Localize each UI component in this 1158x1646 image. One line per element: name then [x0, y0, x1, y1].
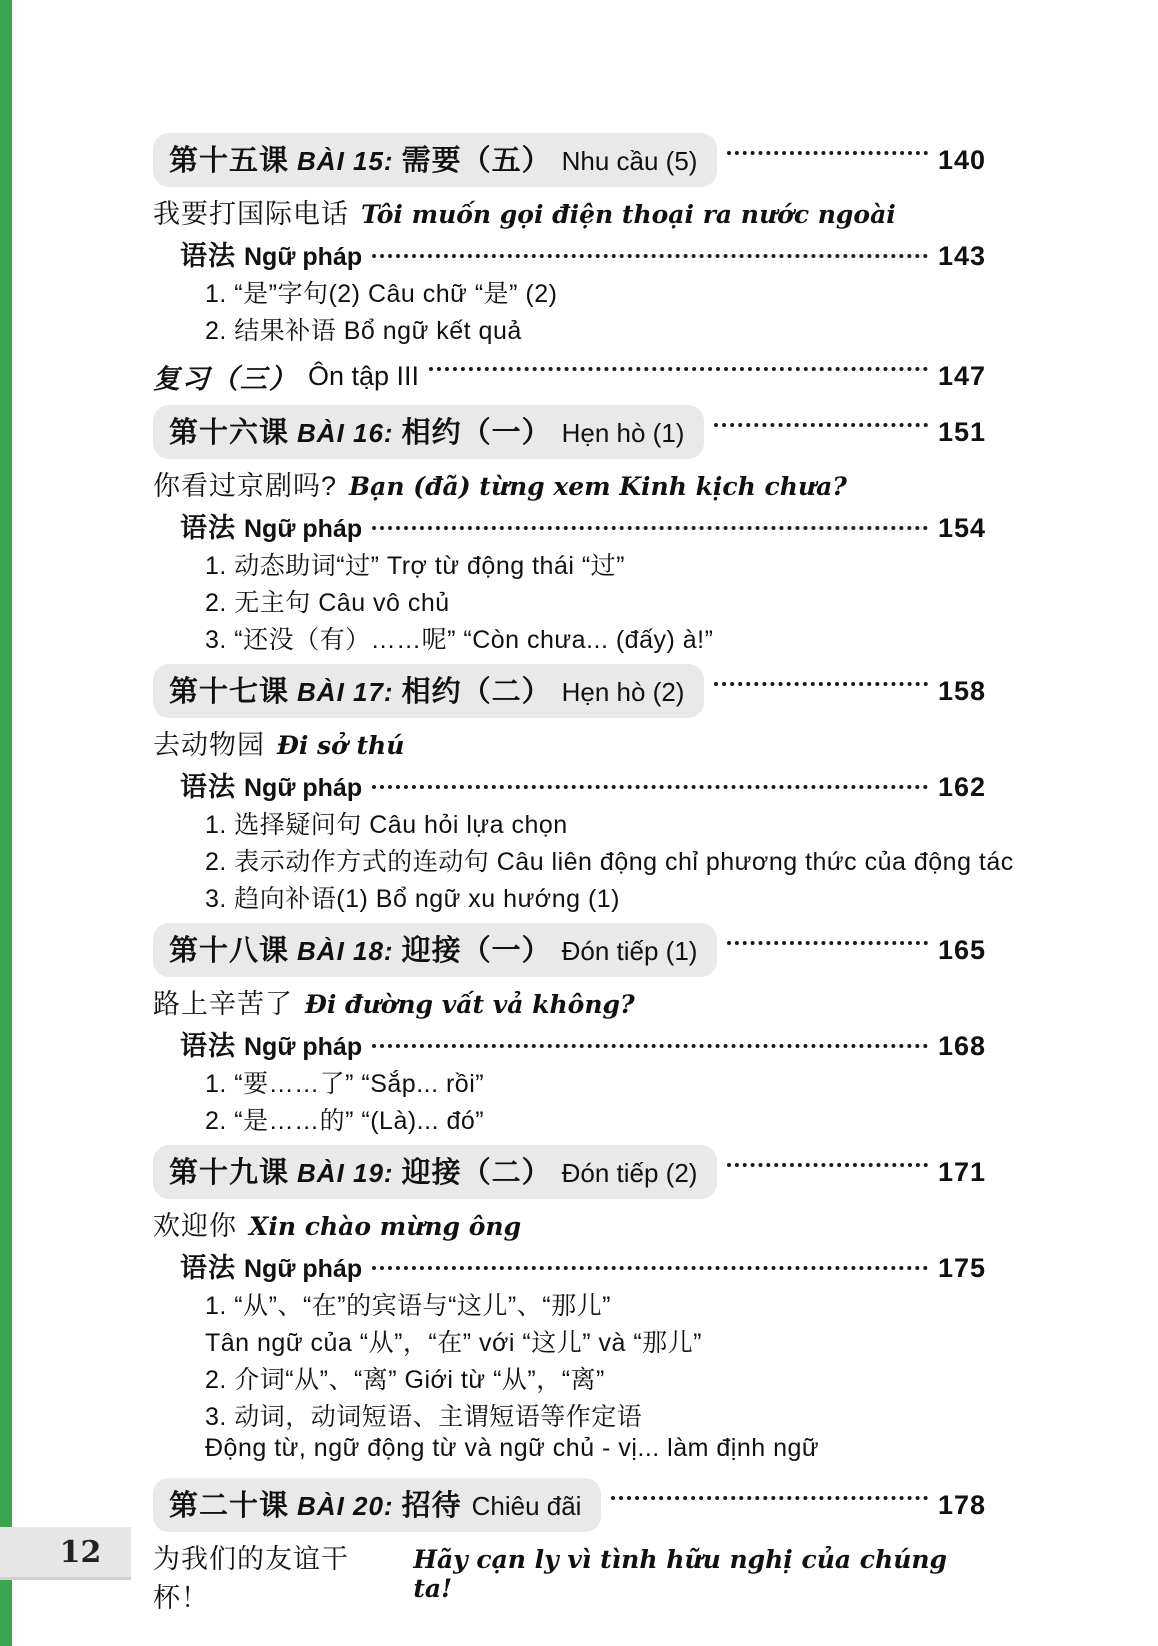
lesson-number-zh: 第十六课 — [169, 417, 290, 449]
page-number: 147 — [937, 360, 986, 391]
page-number: 162 — [937, 772, 986, 802]
lesson-number-vi: BÀI 18: — [297, 936, 394, 966]
lesson-topic-vi: Chiêu đãi — [471, 1491, 582, 1521]
toc-item-text: 3. “还没（有）……呢” “Còn chưa... (đấy) à!” — [205, 626, 714, 654]
toc-item-text: 2. “是……的” “(Là)... đó” — [205, 1107, 485, 1135]
toc-row-lesson — [153, 1481, 986, 1529]
page-number: 175 — [937, 1253, 986, 1283]
review-title-vi: Ôn tập III — [308, 360, 420, 391]
lesson-topic-zh: 需要（五） — [401, 145, 552, 177]
grammar-label-zh: 语法 — [180, 1031, 236, 1061]
toc-row-subtitle — [153, 464, 986, 506]
lesson-pill — [153, 1145, 717, 1199]
toc-row-item — [153, 620, 986, 657]
toc-row-lesson — [153, 667, 986, 715]
dot-leader — [714, 423, 927, 427]
dot-leader — [727, 1163, 927, 1167]
lesson-subtitle-zh: 我要打国际电话 — [153, 199, 349, 229]
grammar-label-vi: Ngữ pháp — [244, 1255, 363, 1283]
lesson-subtitle-vi: Xin chào mừng ông — [249, 1212, 522, 1241]
page-number: 168 — [937, 1031, 986, 1061]
page-number: 154 — [937, 513, 986, 543]
toc-row-subtitle — [153, 1537, 986, 1613]
toc-row-item — [153, 311, 986, 348]
toc-item-text: 1. “要……了” “Sắp... rồi” — [205, 1070, 485, 1098]
toc-row-item — [153, 546, 986, 583]
dot-leader — [727, 941, 927, 945]
toc-row-subtitle — [153, 192, 986, 234]
toc-row-lesson — [153, 1148, 986, 1196]
dot-leader — [372, 1044, 928, 1048]
lesson-subtitle-vi: Tôi muốn gọi điện thoại ra nước ngoài — [361, 200, 896, 229]
lesson-subtitle-vi: Hãy cạn ly vì tình hữu nghị của chúng ta! — [413, 1545, 948, 1603]
lesson-number-vi: BÀI 19: — [297, 1158, 394, 1188]
folio-band — [0, 1527, 131, 1580]
toc-row-item — [153, 805, 986, 842]
dot-leader — [372, 1266, 928, 1270]
toc-item-text: Động từ, ngữ động từ và ngữ chủ - vị... làm định ngữ — [205, 1434, 820, 1462]
lesson-topic-vi: Đón tiếp (2) — [561, 1158, 698, 1188]
lesson-topic-vi: Hẹn hò (2) — [561, 677, 685, 707]
grammar-label-vi: Ngữ pháp — [244, 243, 363, 271]
lesson-number-zh: 第十七课 — [169, 676, 290, 708]
lesson-topic-zh: 迎接（一） — [401, 935, 552, 967]
lesson-topic-vi: Đón tiếp (1) — [561, 936, 698, 966]
lesson-pill — [153, 664, 704, 718]
lesson-number-zh: 第二十课 — [169, 1490, 290, 1522]
lesson-number-zh: 第十九课 — [169, 1157, 290, 1189]
lesson-number-vi: BÀI 20: — [297, 1491, 394, 1521]
lesson-pill — [153, 923, 717, 977]
toc-row-subtitle — [153, 723, 986, 765]
lesson-pill — [153, 1478, 601, 1532]
toc-item-text: Tân ngữ của “从”，“在” với “这儿” và “那儿” — [205, 1329, 703, 1357]
dot-leader — [429, 367, 928, 371]
toc-row-grammar — [153, 506, 986, 546]
page-number: 165 — [937, 934, 986, 965]
grammar-label-vi: Ngữ pháp — [244, 774, 363, 802]
toc-item-text: 2. 无主句 Câu vô chủ — [205, 589, 450, 617]
toc-row-grammar — [153, 1024, 986, 1064]
toc-row-subtitle — [153, 982, 986, 1024]
dot-leader — [372, 785, 928, 789]
lesson-subtitle-vi: Bạn (đã) từng xem Kinh kịch chưa? — [349, 472, 847, 501]
toc-row-item — [153, 1360, 986, 1397]
toc-row-lesson — [153, 408, 986, 456]
toc-row-item — [153, 274, 986, 311]
toc-row-item — [153, 1397, 986, 1434]
grammar-label-vi: Ngữ pháp — [244, 515, 363, 543]
dot-leader — [714, 682, 927, 686]
page-number: 140 — [937, 144, 986, 175]
toc-item-text: 3. 动词，动词短语、主谓短语等作定语 — [205, 1403, 643, 1431]
lesson-pill — [153, 405, 704, 459]
lesson-pill — [153, 133, 717, 187]
dot-leader — [727, 151, 927, 155]
lesson-number-vi: BÀI 17: — [297, 677, 394, 707]
lesson-topic-vi: Hẹn hò (1) — [561, 418, 685, 448]
toc-item-text: 2. 结果补语 Bổ ngữ kết quả — [205, 317, 522, 345]
toc-row-cont — [153, 1323, 986, 1360]
lesson-topic-zh: 招待 — [401, 1490, 462, 1522]
toc-row-lesson — [153, 926, 986, 974]
page-number: 171 — [937, 1156, 986, 1187]
folio-page-number: 12 — [59, 1534, 102, 1570]
page-number: 178 — [937, 1489, 986, 1520]
toc-row-review — [153, 354, 986, 398]
toc-row-item — [153, 1064, 986, 1101]
toc-row-item — [153, 1286, 986, 1323]
lesson-topic-zh: 相约（二） — [401, 676, 552, 708]
lesson-number-zh: 第十五课 — [169, 145, 290, 177]
toc-item-text: 1. “是”字句(2) Câu chữ “是” (2) — [205, 280, 558, 308]
toc-item-text: 1. 选择疑问句 Câu hỏi lựa chọn — [205, 811, 568, 839]
toc-item-text: 3. 趋向补语(1) Bổ ngữ xu hướng (1) — [205, 885, 621, 913]
toc-row-item — [153, 842, 1014, 879]
lesson-subtitle-zh: 路上辛苦了 — [153, 989, 293, 1019]
lesson-subtitle-zh: 为我们的友谊干杯！ — [153, 1544, 349, 1613]
dot-leader — [372, 254, 928, 258]
toc-item-text: 2. 表示动作方式的连动句 Câu liên động chỉ phương thức của động tác — [205, 848, 1014, 876]
toc-item-text: 1. 动态助词“过” Trợ từ động thái “过” — [205, 552, 625, 580]
grammar-label-zh: 语法 — [180, 513, 236, 543]
review-title-zh: 复习（三） — [153, 363, 298, 394]
lesson-subtitle-vi: Đi sở thú — [277, 731, 405, 760]
toc-row-grammar — [153, 1246, 986, 1286]
lesson-topic-zh: 相约（一） — [401, 417, 552, 449]
grammar-label-zh: 语法 — [180, 772, 236, 802]
page-number: 143 — [937, 241, 986, 271]
grammar-label-vi: Ngữ pháp — [244, 1033, 363, 1061]
toc-item-text: 2. 介词“从”、“离” Giới từ “从”，“离” — [205, 1366, 605, 1394]
toc-row-item — [153, 1101, 986, 1138]
lesson-number-vi: BÀI 15: — [297, 146, 394, 176]
lesson-number-zh: 第十八课 — [169, 935, 290, 967]
lesson-subtitle-zh: 欢迎你 — [153, 1211, 237, 1241]
page-number: 158 — [937, 675, 986, 706]
toc-row-item — [153, 879, 986, 916]
dot-leader — [372, 526, 928, 530]
toc-row-lesson — [153, 136, 986, 184]
lesson-topic-zh: 迎接（二） — [401, 1157, 552, 1189]
toc-item-text: 1. “从”、“在”的宾语与“这儿”、“那儿” — [205, 1292, 611, 1320]
lesson-topic-vi: Nhu cầu (5) — [561, 146, 698, 176]
lesson-subtitle-vi: Đi đường vất vả không? — [305, 990, 635, 1019]
toc-row-subtitle — [153, 1204, 986, 1246]
dot-leader — [611, 1496, 927, 1500]
toc-row-item — [153, 583, 986, 620]
toc-row-cont — [153, 1434, 986, 1471]
grammar-label-zh: 语法 — [180, 1253, 236, 1283]
grammar-label-zh: 语法 — [180, 241, 236, 271]
lesson-subtitle-zh: 你看过京剧吗? — [153, 471, 338, 501]
toc-row-grammar — [153, 234, 986, 274]
lesson-number-vi: BÀI 16: — [297, 418, 394, 448]
lesson-subtitle-zh: 去动物园 — [153, 730, 265, 760]
toc-row-grammar — [153, 765, 986, 805]
page-number: 151 — [937, 416, 986, 447]
